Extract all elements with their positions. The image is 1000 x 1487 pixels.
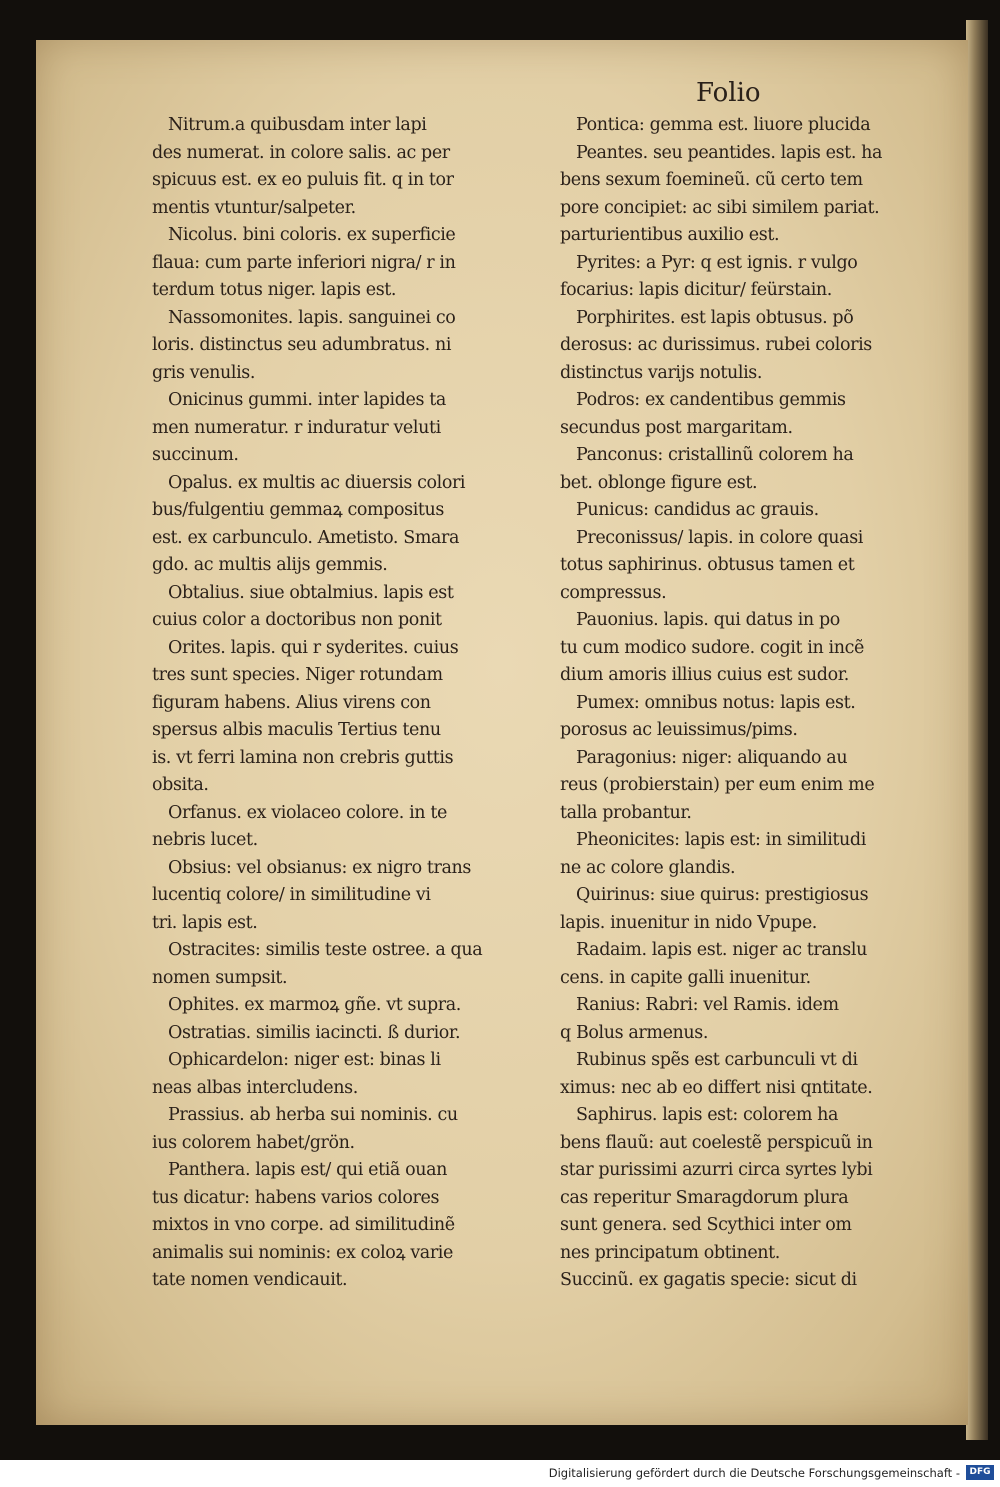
folio-header: Folio: [696, 78, 761, 108]
text-line: Radaim. lapis est. niger ac translu: [576, 940, 867, 960]
text-line: lapis. inuenitur in nido Vpupe.: [560, 912, 817, 933]
text-line: Pontica: gemma est. liuore plucida: [576, 115, 871, 135]
text-line: reus (probierstain) per eum enim me: [560, 775, 875, 795]
text-line: Ranius: Rabri: vel Ramis. idem: [576, 995, 839, 1015]
text-line: tate nomen vendicauit.: [152, 1270, 348, 1290]
text-line: Obsius: vel obsianus: ex nigro trans: [168, 857, 471, 878]
text-line: sunt genera. sed Scythici inter om: [560, 1215, 852, 1235]
text-line: Ophites. ex marmoꝝ gñe. vt supra.: [168, 995, 461, 1015]
text-line: figuram habens. Alius virens con: [152, 692, 431, 713]
text-line: tri. lapis est.: [152, 912, 258, 933]
text-line: totus saphirinus. obtusus tamen et: [560, 555, 855, 575]
text-line: Onicinus gummi. inter lapides ta: [168, 390, 446, 410]
text-line: distinctus varijs notulis.: [560, 362, 763, 383]
text-line: mixtos in vno corpe. ad similitudinẽ: [152, 1215, 455, 1235]
text-line: Nassomonites. lapis. sanguinei co: [168, 307, 456, 328]
text-line: Peantes. seu peantides. lapis est. ha: [576, 142, 883, 163]
text-line: Panconus: cristallinũ colorem ha: [576, 445, 854, 465]
text-line: animalis sui nominis: ex coloꝝ varie: [152, 1242, 453, 1263]
text-line: spersus albis maculis Tertius tenu: [152, 720, 441, 740]
left-column: [152, 112, 532, 1295]
text-line: flaua: cum parte inferiori nigra/ r in: [152, 252, 456, 273]
text-line: Saphirus. lapis est: colorem ha: [576, 1105, 839, 1125]
text-line: Orfanus. ex violaceo colore. in te: [168, 802, 447, 823]
text-line: cas reperitur Smaragdorum plura: [560, 1187, 849, 1208]
text-line: Rubinus spẽs est carbunculi vt di: [576, 1050, 858, 1070]
text-line: is. vt ferri lamina non crebris guttis: [152, 747, 454, 768]
text-line: Porphirites. est lapis obtusus. põ: [576, 307, 854, 328]
text-line: ne ac colore glandis.: [560, 857, 736, 878]
text-line: Nitrum.a quibusdam inter lapi: [168, 115, 427, 135]
text-line: Pauonius. lapis. qui datus in po: [576, 610, 840, 630]
text-line: lucentiq colore/ in similitudine vi: [152, 885, 431, 905]
text-line: Obtalius. siue obtalmius. lapis est: [168, 582, 454, 603]
text-line: nomen sumpsit.: [152, 967, 288, 988]
text-line: loris. distinctus seu adumbratus. ni: [152, 335, 452, 355]
text-line: mentis vtuntur/salpeter.: [152, 197, 356, 218]
text-line: gdo. ac multis alijs gemmis.: [152, 555, 388, 575]
text-line: Opalus. ex multis ac diuersis colori: [168, 472, 466, 493]
text-line: Succinũ. ex gagatis specie: sicut di: [560, 1270, 857, 1290]
text-line: men numeratur. r induratur veluti: [152, 417, 441, 438]
text-line: gris venulis.: [152, 362, 256, 383]
text-line: succinum.: [152, 445, 239, 465]
text-line: compressus.: [560, 582, 667, 603]
text-line: dium amoris illius cuius est sudor.: [560, 665, 849, 685]
text-line: obsita.: [152, 775, 209, 795]
text-line: Prassius. ab herba sui nominis. cu: [168, 1105, 458, 1125]
text-line: Pheonicites: lapis est: in similitudi: [576, 830, 866, 850]
text-line: Quirinus: siue quirus: prestigiosus: [576, 885, 869, 905]
text-line: tu cum modico sudore. cogit in incẽ: [560, 637, 864, 658]
text-line: parturientibus auxilio est.: [560, 225, 780, 245]
text-line: spicuus est. ex eo puluis fit. q in tor: [152, 170, 454, 190]
text-line: Ostratias. similis iacincti. ß durior.: [168, 1022, 461, 1043]
text-line: Preconissus/ lapis. in colore quasi: [576, 527, 863, 548]
text-line: focarius: lapis dicitur/ feürstain.: [560, 280, 832, 300]
text-line: bens sexum foemineũ. cũ certo tem: [560, 170, 863, 190]
text-line: ximus: nec ab eo differt nisi qntitate.: [560, 1077, 873, 1098]
text-line: q Bolus armenus.: [560, 1022, 709, 1043]
text-line: terdum totus niger. lapis est.: [152, 280, 397, 300]
text-line: Podros: ex candentibus gemmis: [576, 390, 846, 410]
text-line: est. ex carbunculo. Ametisto. Smara: [152, 527, 460, 548]
text-line: Punicus: candidus ac grauis.: [576, 500, 819, 520]
text-line: star purissimi azurri circa syrtes lybi: [560, 1160, 873, 1180]
text-line: tus dicatur: habens varios colores: [152, 1187, 440, 1208]
text-line: ius colorem habet/grön.: [152, 1132, 355, 1153]
text-line: Pumex: omnibus notus: lapis est.: [576, 692, 856, 713]
text-line: Nicolus. bini coloris. ex superficie: [168, 225, 456, 245]
text-line: nebris lucet.: [152, 830, 258, 850]
text-line: bens flauũ: aut coelestẽ perspicuũ in: [560, 1132, 873, 1153]
text-line: cens. in capite galli inuenitur.: [560, 967, 811, 988]
text-line: derosus: ac durissimus. rubei coloris: [560, 335, 872, 355]
text-line: Ostracites: similis teste ostree. a qua: [168, 940, 483, 960]
book-edge: [966, 20, 988, 1440]
footer-credit: Digitalisierung gefördert durch die Deutsche Forschungsgemeinschaft -: [548, 1466, 960, 1480]
dfg-logo-icon: DFG: [966, 1465, 994, 1480]
text-line: talla probantur.: [560, 802, 692, 823]
text-line: des numerat. in colore salis. ac per: [152, 142, 450, 163]
text-line: bet. oblonge figure est.: [560, 472, 758, 493]
text-line: porosus ac leuissimus/pims.: [560, 720, 798, 740]
right-column: [560, 112, 940, 1295]
text-line: Pyrites: a Pyr: q est ignis. r vulgo: [576, 252, 858, 273]
footer-bar: [0, 1460, 1000, 1487]
text-line: nes principatum obtinent.: [560, 1242, 780, 1263]
text-line: cuius color a doctoribus non ponit: [152, 610, 442, 630]
text-line: Ophicardelon: niger est: binas li: [168, 1050, 441, 1070]
text-line: Orites. lapis. qui r syderites. cuius: [168, 637, 459, 658]
text-line: tres sunt species. Niger rotundam: [152, 665, 443, 685]
text-line: Panthera. lapis est/ qui etiã ouan: [168, 1160, 448, 1180]
text-line: bus/fulgentiu gemmaꝝ compositus: [152, 500, 444, 520]
text-line: secundus post margaritam.: [560, 417, 793, 438]
text-line: pore concipiet: ac sibi similem pariat.: [560, 197, 880, 218]
text-line: neas albas intercludens.: [152, 1077, 358, 1098]
text-line: Paragonius: niger: aliquando au: [576, 747, 848, 768]
